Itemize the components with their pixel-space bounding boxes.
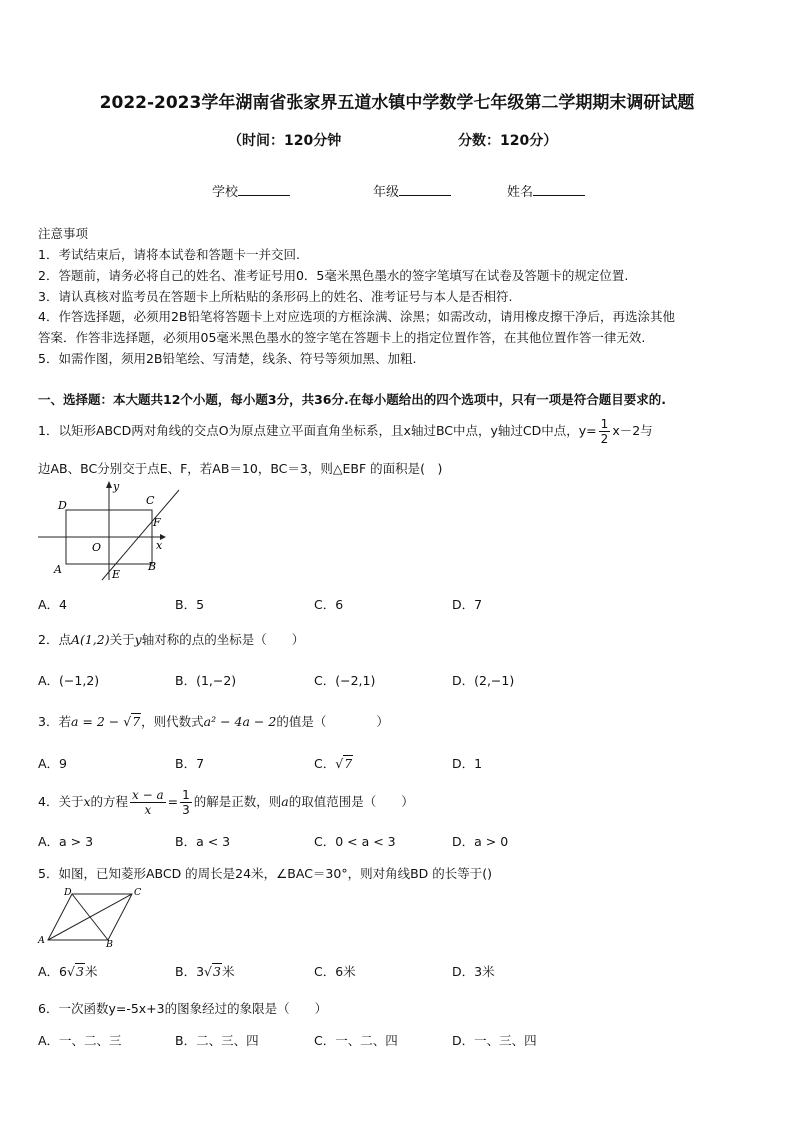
q1-frac-den: 2 xyxy=(600,432,609,446)
q3-option-b[interactable]: B．7 xyxy=(175,756,205,771)
q4-frac2-num: 1 xyxy=(182,788,190,802)
q3-option-c[interactable] xyxy=(314,754,353,772)
exam-time: （时间：120分钟 xyxy=(228,133,342,149)
q2-option-d[interactable]: D．(2,−1) xyxy=(452,673,515,688)
note-item: 答案．作答非选择题，必须用05毫米黑色墨水的签字笔在答题卡上的指定位置作答，在其他位置作答一律无效. xyxy=(38,330,646,345)
label-d: D xyxy=(58,499,67,512)
school-field xyxy=(212,181,290,200)
q5-option-b-label: B．3 xyxy=(175,964,205,979)
line-ef xyxy=(102,490,179,580)
q6-option-b[interactable]: B．二、三、四 xyxy=(175,1033,259,1048)
school-label: 学校 xyxy=(212,185,239,200)
label-b: B xyxy=(148,560,157,573)
q1-text-b: x－2与 xyxy=(612,423,653,438)
q2-axis: y xyxy=(134,632,142,647)
q5-option-b[interactable] xyxy=(175,962,234,980)
q4-text-c: 的解是正数，则 xyxy=(193,794,282,809)
q3-text-a: 3．若 xyxy=(38,714,71,729)
label-f: F xyxy=(153,516,161,529)
label-a: A xyxy=(38,935,45,946)
q1-option-c[interactable]: C．6 xyxy=(314,597,344,612)
q4-frac1-num: x − a xyxy=(132,788,164,802)
q1-option-d[interactable]: D．7 xyxy=(452,597,483,612)
q3-radicand: 7 xyxy=(132,714,141,729)
question-4 xyxy=(38,786,414,818)
q3-expr2: a² − 4a − 2 xyxy=(203,714,277,729)
question-3 xyxy=(38,712,389,730)
q5-option-a-label: A．6 xyxy=(38,964,68,979)
q2-option-c[interactable]: C．(−2,1) xyxy=(314,673,376,688)
q2-option-b[interactable]: B．(1,−2) xyxy=(175,673,237,688)
q5-option-a[interactable] xyxy=(38,962,97,980)
note-item: 2．答题前，请务必将自己的姓名、准考证号用0．5毫米黑色墨水的签字笔填写在试卷及答题卡的规定位置. xyxy=(38,268,629,283)
q5-option-b-sqrt: √3 xyxy=(204,964,221,979)
q3-sqrt: √7 xyxy=(123,714,141,729)
q4-fraction-2 xyxy=(180,788,192,817)
q1-fraction xyxy=(599,417,611,446)
question-6: 6．一次函数y=-5x+3的图象经过的象限是（ ） xyxy=(38,1001,328,1016)
q2-text-a: 2．点 xyxy=(38,632,71,647)
q1-option-a[interactable]: A．4 xyxy=(38,597,68,612)
note-item: 1．考试结束后，请将本试卷和答题卡一并交回. xyxy=(38,247,300,262)
q4-option-a[interactable]: A．a > 3 xyxy=(38,834,94,849)
q5-option-a-unit: 米 xyxy=(84,964,98,979)
label-b: B xyxy=(106,939,113,948)
question-1-line-1 xyxy=(38,416,653,446)
q2-text-c: 轴对称的点的坐标是（ ） xyxy=(141,632,305,647)
section-heading: 一、选择题：本大题共12个小题，每小题3分，共36分.在每小题给出的四个选项中，只有一项是符合题目要求的. xyxy=(38,392,666,407)
q4-var2: a xyxy=(281,794,289,809)
q5-figure xyxy=(36,884,146,948)
q3-text-b: ，则代数式 xyxy=(141,714,204,729)
q6-option-c[interactable]: C．一、二、四 xyxy=(314,1033,398,1048)
notes-heading: 注意事项 xyxy=(38,226,89,241)
exam-score: 分数：120分） xyxy=(458,133,558,149)
label-c: C xyxy=(146,494,155,507)
q6-option-a[interactable]: A．一、二、三 xyxy=(38,1033,122,1048)
q3-option-c-sqrt: √7 xyxy=(335,756,353,771)
q4-frac1-den: x xyxy=(144,803,152,817)
q5-option-c[interactable]: C．6米 xyxy=(314,964,356,979)
q4-option-b[interactable]: B．a < 3 xyxy=(175,834,231,849)
q3-option-c-label: C． xyxy=(314,756,336,771)
y-arrow xyxy=(106,481,112,488)
label-o: O xyxy=(92,541,102,554)
school-blank[interactable] xyxy=(238,183,290,196)
q3-expr: a = 2 − xyxy=(70,714,120,729)
q4-option-d[interactable]: D．a > 0 xyxy=(452,834,509,849)
q5-option-a-sqrt: √3 xyxy=(67,964,84,979)
q5-option-b-unit: 米 xyxy=(221,964,235,979)
note-item: 4．作答选择题，必须用2B铅笔将答题卡上对应选项的方框涂满、涂黑；如需改动，请用橡皮擦干净后，再选涂其他 xyxy=(38,309,675,324)
q4-fraction-1 xyxy=(130,788,166,817)
label-e: E xyxy=(112,568,121,581)
note-item: 3．请认真核对监考员在答题卡上所粘贴的条形码上的姓名、准考证号与本人是否相符. xyxy=(38,289,513,304)
q3-option-d[interactable]: D．1 xyxy=(452,756,483,771)
q2-text-b: 关于 xyxy=(109,632,135,647)
label-a: A xyxy=(54,563,62,576)
q3-option-a[interactable]: A．9 xyxy=(38,756,68,771)
q4-option-c[interactable]: C．0 < a < 3 xyxy=(314,834,396,849)
q3-text-c: 的值是（ ） xyxy=(276,714,389,729)
diagonal-bd xyxy=(72,894,108,940)
q4-var: x xyxy=(83,794,91,809)
name-blank[interactable] xyxy=(533,183,585,196)
q4-frac2-den: 3 xyxy=(182,803,190,817)
q4-text-a: 4．关于 xyxy=(38,794,84,809)
label-d: D xyxy=(64,887,72,898)
grade-label: 年级 xyxy=(373,185,400,200)
q4-equals: = xyxy=(167,794,179,809)
q4-text-d: 的取值范围是（ ） xyxy=(288,794,414,809)
name-field xyxy=(507,181,585,200)
q4-text-b: 的方程 xyxy=(90,794,129,809)
q2-option-a[interactable]: A．(−1,2) xyxy=(38,673,100,688)
question-2 xyxy=(38,630,304,648)
q1-figure xyxy=(36,478,186,586)
q6-option-d[interactable]: D．一、三、四 xyxy=(452,1033,537,1048)
grade-blank[interactable] xyxy=(399,183,451,196)
label-c: C xyxy=(134,887,142,898)
q5-option-a-radicand: 3 xyxy=(75,964,84,979)
grade-field xyxy=(373,181,451,200)
name-label: 姓名 xyxy=(507,185,534,200)
q1-frac-num: 1 xyxy=(600,417,609,431)
q3-option-c-radicand: 7 xyxy=(344,756,353,771)
q1-text-a: 1．以矩形ABCD两对角线的交点O为原点建立平面直角坐标系，且x轴过BC中点，y轴过CD中点，y= xyxy=(38,423,597,438)
q1-option-b[interactable]: B．5 xyxy=(175,597,205,612)
note-item: 5．如需作图，须用2B铅笔绘、写清楚，线条、符号等须加黑、加粗. xyxy=(38,351,417,366)
q5-option-b-radicand: 3 xyxy=(213,964,221,979)
q2-point: A(1,2) xyxy=(70,632,110,647)
label-y: y xyxy=(113,480,120,493)
question-5: 5．如图，已知菱形ABCD 的周长是24米，∠BAC＝30°，则对角线BD 的长等于() xyxy=(38,866,493,881)
q5-option-d[interactable]: D．3米 xyxy=(452,964,495,979)
question-1-line-2: 边AB、BC分别交于点E、F，若AB＝10，BC＝3，则△EBF 的面积是( ) xyxy=(38,461,443,476)
exam-title: 2022-2023学年湖南省张家界五道水镇中学数学七年级第二学期期末调研试题 xyxy=(99,93,695,113)
label-x: x xyxy=(156,539,163,552)
